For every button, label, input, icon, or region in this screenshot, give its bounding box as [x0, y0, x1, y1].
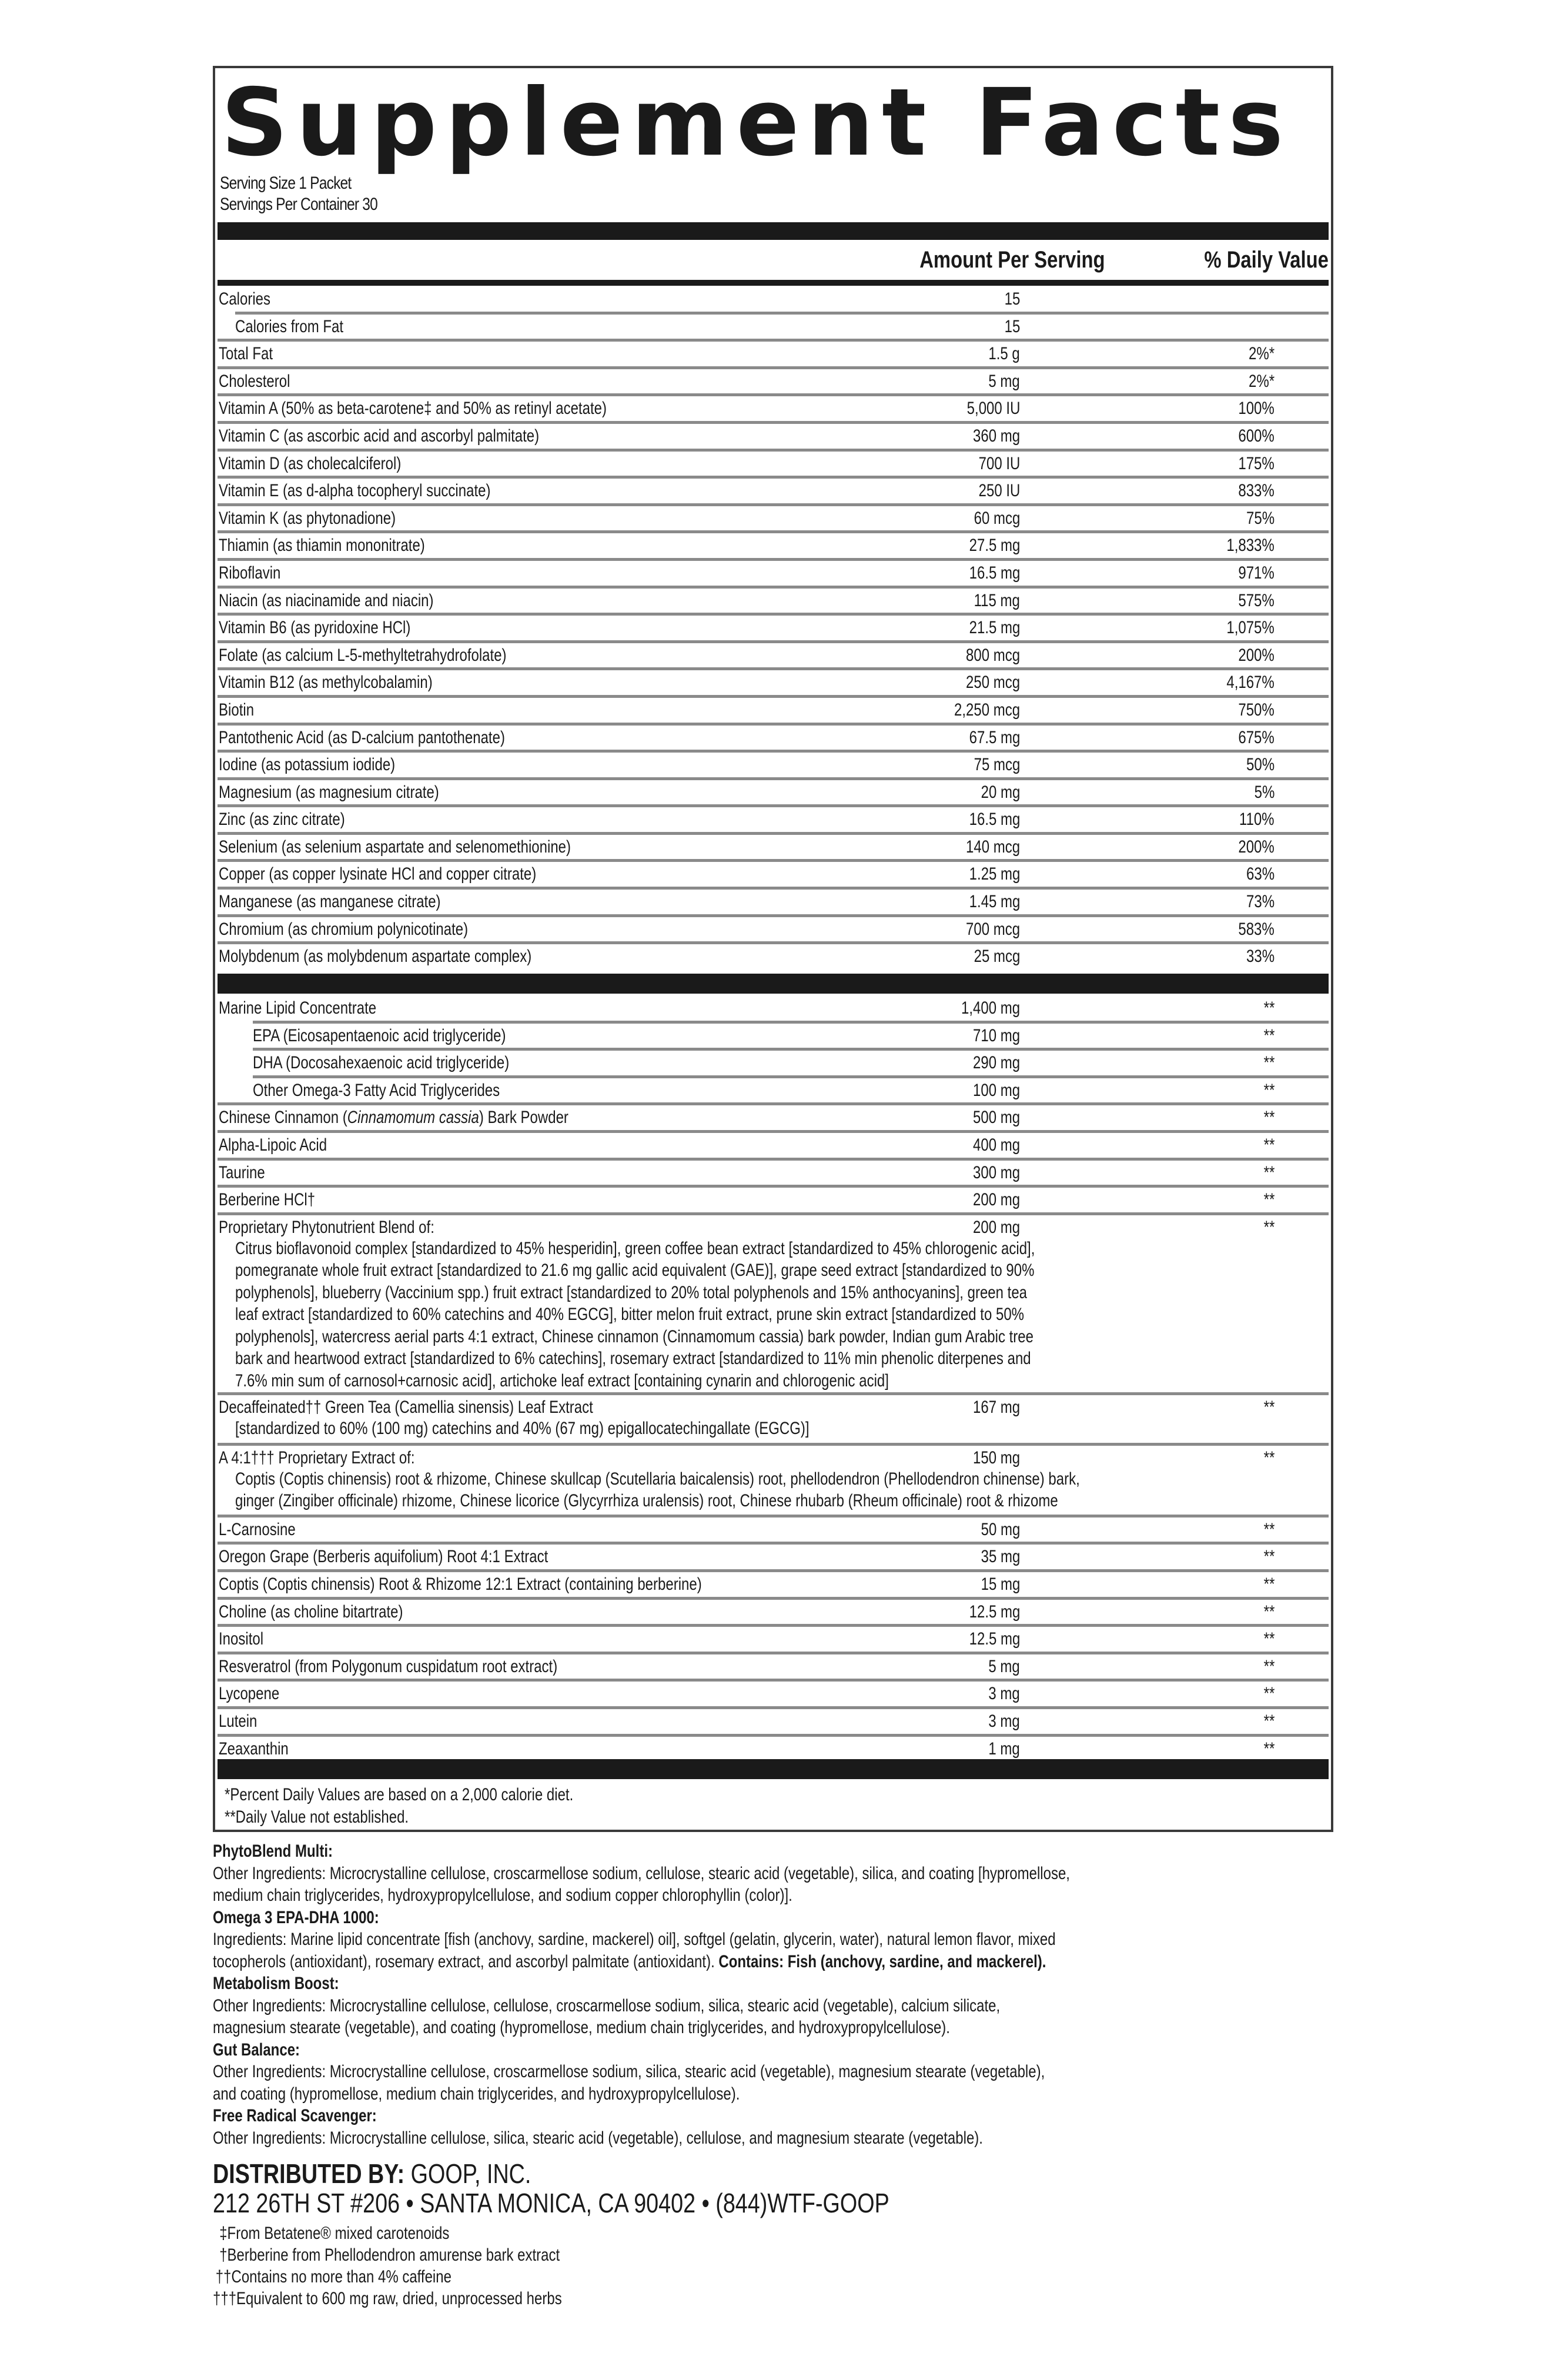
nutrient-table-vitamins: [218, 287, 1329, 972]
table-row: Cholesterol 5 mg 2%*: [218, 369, 1329, 397]
table-row: Vitamin B6 (as pyridoxine HCl) 21.5 mg 1,075%: [218, 616, 1329, 643]
footnote-percent-dv: *Percent Daily Values are based on a 2,000 calorie diet.: [225, 1785, 574, 1804]
table-row: Folate (as calcium L-5-methyltetrahydrofolate) 800 mcg 200%: [218, 643, 1329, 671]
table-row: Pantothenic Acid (as D-calcium pantothenate) 67.5 mg 675%: [218, 726, 1329, 753]
table-row: Zinc (as zinc citrate) 16.5 mg 110%: [218, 807, 1329, 835]
distributor-info: [213, 2159, 889, 2218]
table-row-green-tea: Decaffeinated†† Green Tea (Camellia sinensis) Leaf Extract 167 mg ** [standardized to 60% (100 mg) catechins and 40% (67 mg) epigallocatechingallate (EGCG)]: [218, 1395, 1329, 1446]
table-row: Lycopene 3 mg **: [218, 1682, 1329, 1709]
table-row: Vitamin B12 (as methylcobalamin) 250 mcg 4,167%: [218, 670, 1329, 698]
table-row: Thiamin (as thiamin mononitrate) 27.5 mg 1,833%: [218, 533, 1329, 561]
thick-rule-mid: [218, 974, 1329, 994]
table-row: Vitamin K (as phytonadione) 60 mcg 75%: [218, 506, 1329, 534]
table-row: Calories 15: [218, 287, 1329, 315]
table-row: Alpha-Lipoic Acid 400 mg **: [218, 1133, 1329, 1161]
footnote-double-dagger: ‡From Betatene® mixed carotenoids: [219, 2224, 450, 2243]
footnote-dagger: †Berberine from Phellodendron amurense bark extract: [219, 2245, 560, 2265]
footnote-double-dagger-caffeine: ††Contains no more than 4% caffeine: [215, 2267, 451, 2287]
table-row: Coptis (Coptis chinensis) Root & Rhizome 12:1 Extract (containing berberine) 15 mg **: [218, 1572, 1329, 1600]
table-row: Inositol 12.5 mg **: [218, 1627, 1329, 1654]
ingredient-heading: Omega 3 EPA-DHA 1000:: [213, 1907, 379, 1927]
ingredient-heading: PhytoBlend Multi:: [213, 1841, 333, 1861]
ingredient-heading: Gut Balance:: [213, 2040, 300, 2060]
serving-size: Serving Size 1 Packet: [220, 173, 352, 193]
table-row: Biotin 2,250 mcg 750%: [218, 698, 1329, 726]
table-row-blend: Proprietary Phytonutrient Blend of: 200 mg ** Citrus bioflavonoid complex [standardized to 45% hesperidin], green coffee bean extract [standardized to 45% chlorogenic acid], pomegranate whole fruit extract [standardized to 21.6 mg gallic acid equivalent (GAE)], grape seed extract [standardized to 90% polyphenols], blueberry (Vaccinium spp.) fruit extract [standardized to 20% total polyphenols and 15% anthocyanins], green tea leaf extract [standardized to 60% catechins and 40% EGCG], bitter melon fruit extract, prune skin extract [standardized to 50% polyphenols], watercress aerial parts 4:1 extract, Chinese cinnamon (Cinnamomum cassia) bark powder, Indian gum Arabic tree bark and heartwood extract [standardized to 6% catechins], rosemary extract [standardized to 11% min phenolic diterpenes and 7.6% min sum of carnosol+carnosic acid], artichoke leaf extract [containing cynarin and chlorogenic acid]: [218, 1215, 1329, 1395]
ingredient-text: Other Ingredients: Microcrystalline cellulose, croscarmellose sodium, silica, stearic acid (vegetable), magnesium stearate (vegetable),: [213, 2062, 1045, 2081]
footnote-triple-dagger: †††Equivalent to 600 mg raw, dried, unprocessed herbs: [213, 2289, 562, 2308]
table-row: Choline (as choline bitartrate) 12.5 mg **: [218, 1600, 1329, 1627]
distributor-address: 212 26TH ST #206 • SANTA MONICA, CA 90402 • (844)WTF-GOOP: [213, 2188, 889, 2218]
table-row: Selenium (as selenium aspartate and selenomethionine) 140 mcg 200%: [218, 835, 1329, 863]
table-row: EPA (Eicosapentaenoic acid triglyceride) 710 mg **: [218, 1024, 1329, 1051]
thick-rule-top: [218, 222, 1329, 240]
table-row: Chromium (as chromium polynicotinate) 700 mcg 583%: [218, 917, 1329, 945]
extract-description: Coptis (Coptis chinensis) root & rhizome, Chinese skullcap (Scutellaria baicalensis) root, phellodendron (Phellodendron chinense) bark, ginger (Zingiber officinale) rhizome, Chinese licorice (Glycyrrhiza uralensis) root, Chinese rhubarb (Rheum officinale) root & rhizome: [235, 1469, 1080, 1511]
supplement-facts-panel: [213, 66, 1333, 1832]
table-row: Taurine 300 mg **: [218, 1161, 1329, 1188]
servings-per-container: Servings Per Container 30: [220, 195, 378, 214]
thick-rule-header: [218, 280, 1329, 286]
table-row: Marine Lipid Concentrate 1,400 mg **: [218, 996, 1329, 1024]
serving-info: [220, 173, 377, 215]
table-row: Vitamin E (as d-alpha tocopheryl succinate) 250 IU 833%: [218, 479, 1329, 506]
table-row: Resveratrol (from Polygonum cuspidatum root extract) 5 mg **: [218, 1654, 1329, 1682]
table-row: Vitamin A (50% as beta-carotene‡ and 50% as retinyl acetate) 5,000 IU 100%: [218, 396, 1329, 424]
ingredient-heading: Free Radical Scavenger:: [213, 2106, 377, 2125]
nutrient-table-other: [218, 996, 1329, 1791]
table-row: Copper (as copper lysinate HCl and copper citrate) 1.25 mg 63%: [218, 862, 1329, 890]
column-header-daily-value: % Daily Value: [1204, 247, 1329, 273]
ingredient-text: magnesium stearate (vegetable), and coating (hypromellose, medium chain triglycerides, and hydroxypropylcellulose).: [213, 2018, 950, 2037]
column-header-amount: Amount Per Serving: [919, 247, 1105, 273]
footnote-dv-not-established: **Daily Value not established.: [225, 1807, 409, 1827]
distributor-name: GOOP, INC.: [404, 2158, 531, 2189]
table-row: Riboflavin 16.5 mg 971%: [218, 561, 1329, 589]
table-row: Other Omega-3 Fatty Acid Triglycerides 100 mg **: [218, 1078, 1329, 1106]
distributor-label: DISTRIBUTED BY:: [213, 2158, 405, 2189]
ingredient-text: tocopherols (antioxidant), rosemary extract, and ascorbyl palmitate (antioxidant). Contains: Fish (anchovy, sardine, and mackerel).: [213, 1951, 1046, 1971]
table-row: Chinese Cinnamon (Cinnamomum cassia) Bark Powder 500 mg **: [218, 1105, 1329, 1133]
table-row: Oregon Grape (Berberis aquifolium) Root 4:1 Extract 35 mg **: [218, 1545, 1329, 1572]
ingredient-text: Ingredients: Marine lipid concentrate [fish (anchovy, sardine, mackerel) oil], softgel (gelatin, glycerin, water), natural lemon flavor, mixed: [213, 1930, 1056, 1949]
table-row: DHA (Docosahexaenoic acid triglyceride) 290 mg **: [218, 1051, 1329, 1078]
ingredient-text: Other Ingredients: Microcrystalline cellulose, silica, stearic acid (vegetable), cellulose, and magnesium stearate (vegetable).: [213, 2128, 983, 2148]
table-row: Lutein 3 mg **: [218, 1709, 1329, 1737]
table-row: Vitamin C (as ascorbic acid and ascorbyl palmitate) 360 mg 600%: [218, 424, 1329, 452]
ingredient-heading: Metabolism Boost:: [213, 1974, 339, 1993]
table-row-proprietary-extract: A 4:1††† Proprietary Extract of: 150 mg ** Coptis (Coptis chinensis) root & rhizome, Chinese skullcap (Scutellaria baicalensis) root, phellodendron (Phellodendron chinense) bark, ginger (Zingiber officinale) rhizome, Chinese licorice (Glycyrrhiza uralensis) root, Chinese rhubarb (Rheum officinale) root & rhizome: [218, 1446, 1329, 1517]
table-row: Molybdenum (as molybdenum aspartate complex) 25 mcg 33%: [219, 947, 1275, 967]
table-row: Iodine (as potassium iodide) 75 mcg 50%: [218, 753, 1329, 780]
ingredient-text: Other Ingredients: Microcrystalline cellulose, cellulose, croscarmellose sodium, silica, stearic acid (vegetable), calcium silicate,: [213, 1995, 1001, 2015]
table-row: Total Fat 1.5 g 2%*: [218, 342, 1329, 369]
table-row: Niacin (as niacinamide and niacin) 115 mg 575%: [218, 589, 1329, 616]
symbol-footnotes: [213, 2222, 649, 2309]
green-tea-description: [standardized to 60% (100 mg) catechins and 40% (67 mg) epigallocatechingallate (EGCG)]: [235, 1418, 810, 1438]
allergen-statement: Contains: Fish (anchovy, sardine, and mackerel).: [714, 1951, 1046, 1971]
ingredient-text: and coating (hypromellose, medium chain triglycerides, and hydroxypropylcellulose).: [213, 2084, 740, 2104]
panel-title: Supplement Facts: [221, 69, 1292, 177]
other-ingredients: [213, 1840, 1342, 2149]
table-row: Magnesium (as magnesium citrate) 20 mg 5%: [218, 780, 1329, 808]
blend-description: Citrus bioflavonoid complex [standardized to 45% hesperidin], green coffee bean extract [standardized to 45% chlorogenic acid], pomegranate whole fruit extract [standardized to 21.6 mg gallic acid equivalent (GAE)], grape seed extract [standardized to 90% polyphenols], blueberry (Vaccinium spp.) fruit extract [standardized to 20% total polyphenols and 15% anthocyanins], green tea leaf extract [standardized to 60% catechins and 40% EGCG], bitter melon fruit extract, prune skin extract [standardized to 50% polyphenols], watercress aerial parts 4:1 extract, Chinese cinnamon (Cinnamomum cassia) bark powder, Indian gum Arabic tree bark and heartwood extract [standardized to 6% catechins], rosemary extract [standardized to 11% min phenolic diterpenes and 7.6% min sum of carnosol+carnosic acid], artichoke leaf extract [containing cynarin and chlorogenic acid]: [235, 1238, 1035, 1390]
label-footnotes: [225, 1784, 573, 1829]
table-row: Zeaxanthin 1 mg **: [218, 1737, 1329, 1764]
thick-rule-bottom: [218, 1759, 1329, 1779]
table-row: Berberine HCl† 200 mg **: [218, 1188, 1329, 1215]
ingredient-text: Other Ingredients: Microcrystalline cellulose, croscarmellose sodium, cellulose, stearic acid (vegetable), silica, and coating [hypromellose,: [213, 1863, 1070, 1883]
table-row: Calories from Fat 15: [218, 315, 1329, 342]
table-row: Manganese (as manganese citrate) 1.45 mg 73%: [218, 890, 1329, 917]
table-row: Vitamin D (as cholecalciferol) 700 IU 175%: [218, 452, 1329, 479]
table-row: L-Carnosine 50 mg **: [218, 1517, 1329, 1545]
ingredient-text: medium chain triglycerides, hydroxypropylcellulose, and sodium copper chlorophyllin (color)].: [213, 1886, 792, 1905]
